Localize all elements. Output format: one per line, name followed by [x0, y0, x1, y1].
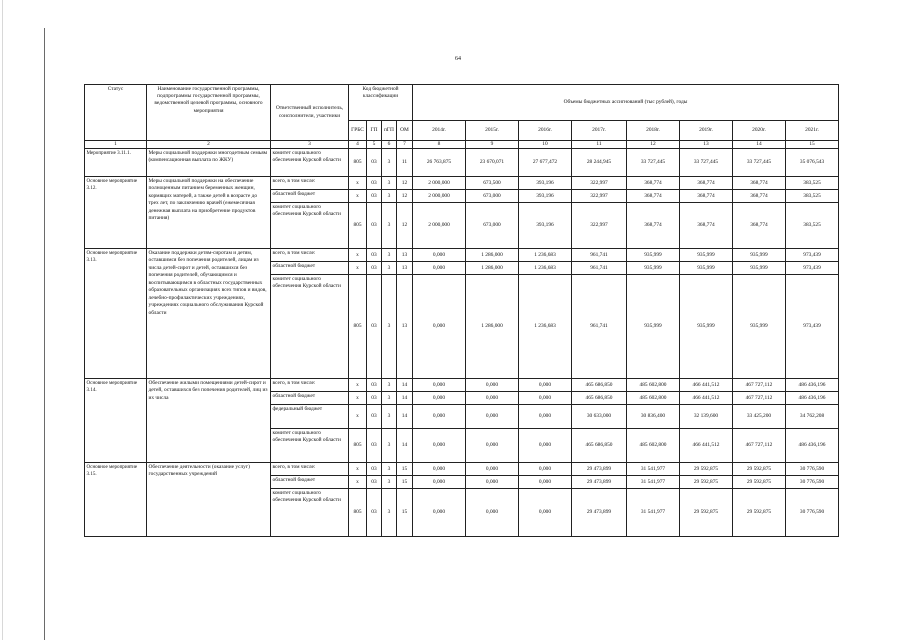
row-measure-name: Меры социальной поддержки многодетным семьям (компенсационная выплата по ЖКУ) — [147, 149, 271, 177]
budget-code-cell: 03 — [367, 177, 382, 190]
header-executor: Ответственный исполнитель, соисполнители, участники — [271, 85, 349, 141]
row-executor: областной бюджет — [271, 262, 349, 275]
allocation-value-cell: 935,999 — [627, 262, 680, 275]
row-measure-name: Меры социальной поддержки на обеспечение полноценным питанием беременных женщин, кормящих матерей, а также детей в возрасте до трех лет, по заключению врачей (ежемесячная денежная выплата на приобретение продуктов питания) — [147, 177, 271, 249]
page-edge-line — [44, 28, 45, 640]
budget-code-cell: 03 — [367, 249, 382, 262]
allocation-value-cell: 31 541,977 — [627, 489, 680, 537]
column-number: 6 — [382, 141, 397, 149]
header-om: ОМ — [397, 121, 413, 141]
allocation-value-cell: 2 000,000 — [413, 177, 466, 190]
allocation-value-cell: 33 727,445 — [627, 149, 680, 177]
header-year-2020: 2020г. — [733, 121, 786, 141]
row-executor: областной бюджет — [271, 476, 349, 489]
row-executor: областной бюджет — [271, 190, 349, 203]
allocation-value-cell: 973,439 — [786, 262, 839, 275]
budget-code-cell: 03 — [367, 392, 382, 405]
allocation-value-cell: 27 677,472 — [519, 149, 572, 177]
allocation-value-cell: 368,774 — [627, 190, 680, 203]
allocation-value-cell: 465 686,850 — [572, 379, 627, 392]
allocation-value-cell: 29 592,875 — [680, 489, 733, 537]
allocation-value-cell: 0,000 — [413, 476, 466, 489]
allocation-value-cell: 935,999 — [733, 249, 786, 262]
allocation-value-cell: 322,997 — [572, 203, 627, 249]
column-number: 12 — [627, 141, 680, 149]
allocation-value-cell: 28 244,945 — [572, 149, 627, 177]
allocation-value-cell: 0,000 — [466, 379, 519, 392]
allocation-value-cell: 29 592,875 — [733, 489, 786, 537]
allocation-value-cell: 467 727,112 — [733, 392, 786, 405]
allocation-value-cell: 466 441,512 — [680, 379, 733, 392]
column-number: 5 — [367, 141, 382, 149]
budget-code-cell: x — [349, 249, 367, 262]
header-budget-volume: Объемы бюджетных ассигнований (тыс рублей), годы — [413, 85, 839, 121]
budget-code-cell: 3 — [382, 429, 397, 463]
column-number: 8 — [413, 141, 466, 149]
allocation-value-cell: 30 776,590 — [786, 463, 839, 476]
budget-code-cell: 13 — [397, 262, 413, 275]
header-gp: ГП — [367, 121, 382, 141]
column-number: 14 — [733, 141, 786, 149]
budget-table-container — [84, 84, 838, 537]
scan-shadow-line — [2, 0, 3, 640]
row-measure-name: Обеспечение жилыми помещениями детей-сирот и детей, оставшихся без попечения родителей, лиц из их числа — [147, 379, 271, 463]
column-number: 15 — [786, 141, 839, 149]
allocation-value-cell: 393,196 — [519, 190, 572, 203]
header-year-2015: 2015г. — [466, 121, 519, 141]
allocation-value-cell: 30 776,590 — [786, 476, 839, 489]
budget-code-cell: 3 — [382, 249, 397, 262]
header-year-2018: 2018г. — [627, 121, 680, 141]
allocation-value-cell: 467 727,112 — [733, 379, 786, 392]
budget-code-cell: 3 — [382, 489, 397, 537]
header-year-2014: 2014г. — [413, 121, 466, 141]
header-year-2019: 2019г. — [680, 121, 733, 141]
allocation-value-cell: 30 836,400 — [627, 405, 680, 429]
allocation-value-cell: 30 776,590 — [786, 489, 839, 537]
row-status: Мероприятие 3.11.1. — [85, 149, 147, 177]
row-executor: федеральный бюджет — [271, 405, 349, 429]
header-pgp: пГП — [382, 121, 397, 141]
allocation-value-cell: 0,000 — [466, 405, 519, 429]
allocation-value-cell: 1 236,683 — [519, 249, 572, 262]
header-budget-code: Код бюджетной классификации — [349, 85, 413, 121]
allocation-value-cell: 935,999 — [627, 275, 680, 379]
allocation-value-cell: 673,000 — [466, 203, 519, 249]
allocation-value-cell: 1 286,000 — [466, 275, 519, 379]
allocation-value-cell: 383,525 — [786, 203, 839, 249]
allocation-value-cell: 33 727,445 — [733, 149, 786, 177]
column-number: 7 — [397, 141, 413, 149]
budget-code-cell: 805 — [349, 489, 367, 537]
allocation-value-cell: 368,774 — [680, 177, 733, 190]
allocation-value-cell: 673,500 — [466, 177, 519, 190]
column-number: 1 — [85, 141, 147, 149]
row-executor: областной бюджет — [271, 392, 349, 405]
budget-code-cell: 3 — [382, 262, 397, 275]
budget-code-cell: 3 — [382, 177, 397, 190]
allocation-value-cell: 32 139,600 — [680, 405, 733, 429]
budget-code-cell: 805 — [349, 149, 367, 177]
allocation-value-cell: 935,999 — [680, 249, 733, 262]
budget-code-cell: 12 — [397, 190, 413, 203]
allocation-value-cell: 0,000 — [413, 429, 466, 463]
allocation-value-cell: 29 592,875 — [733, 463, 786, 476]
budget-code-cell: 805 — [349, 275, 367, 379]
allocation-value-cell: 322,997 — [572, 190, 627, 203]
budget-allocation-table — [84, 84, 839, 537]
allocation-value-cell: 1 286,000 — [466, 262, 519, 275]
budget-code-cell: 14 — [397, 379, 413, 392]
row-executor: всего, в том числе: — [271, 463, 349, 476]
budget-code-cell: 03 — [367, 405, 382, 429]
allocation-value-cell: 0,000 — [413, 249, 466, 262]
column-number: 13 — [680, 141, 733, 149]
allocation-value-cell: 0,000 — [519, 379, 572, 392]
allocation-value-cell: 0,000 — [466, 476, 519, 489]
row-executor: комитет социального обеспечения Курской области — [271, 429, 349, 463]
allocation-value-cell: 486 436,196 — [786, 429, 839, 463]
allocation-value-cell: 0,000 — [519, 392, 572, 405]
table-row — [85, 149, 839, 177]
allocation-value-cell: 465 686,850 — [572, 429, 627, 463]
allocation-value-cell: 33 727,445 — [680, 149, 733, 177]
budget-code-cell: 3 — [382, 203, 397, 249]
allocation-value-cell: 0,000 — [519, 429, 572, 463]
allocation-value-cell: 485 602,800 — [627, 392, 680, 405]
allocation-value-cell: 486 436,196 — [786, 392, 839, 405]
budget-code-cell: 3 — [382, 476, 397, 489]
allocation-value-cell: 29 473,899 — [572, 463, 627, 476]
row-measure-name: Оказание поддержки детям-сиротам и детям, оставшимся без попечения родителей, лицам из числа детей-сирот и детей, оставшихся без попечения родителей, обучающимся и воспитывающимся в областных государственных образовательных организациях всех типов и видов, лечебно-профилактических учреждениях, учреждениях социального обслуживания Курской области — [147, 249, 271, 379]
budget-code-cell: 12 — [397, 177, 413, 190]
budget-code-cell: 12 — [397, 203, 413, 249]
allocation-value-cell: 2 000,000 — [413, 190, 466, 203]
row-executor: комитет социального обеспечения Курской области — [271, 149, 349, 177]
allocation-value-cell: 30 633,000 — [572, 405, 627, 429]
allocation-value-cell: 1 286,000 — [466, 249, 519, 262]
allocation-value-cell: 961,741 — [572, 262, 627, 275]
budget-code-cell: x — [349, 190, 367, 203]
allocation-value-cell: 0,000 — [466, 392, 519, 405]
allocation-value-cell: 935,999 — [680, 262, 733, 275]
budget-code-cell: 3 — [382, 405, 397, 429]
row-executor: комитет социального обеспечения Курской области — [271, 275, 349, 379]
allocation-value-cell: 368,774 — [627, 177, 680, 190]
budget-code-cell: 03 — [367, 262, 382, 275]
budget-code-cell: 3 — [382, 149, 397, 177]
row-executor: всего, в том числе: — [271, 177, 349, 190]
budget-code-cell: 14 — [397, 405, 413, 429]
row-executor: комитет социального обеспечения Курской области — [271, 489, 349, 537]
allocation-value-cell: 0,000 — [413, 489, 466, 537]
allocation-value-cell: 23 670,071 — [466, 149, 519, 177]
allocation-value-cell: 935,999 — [680, 275, 733, 379]
budget-code-cell: 03 — [367, 463, 382, 476]
budget-code-cell: x — [349, 405, 367, 429]
budget-code-cell: 3 — [382, 463, 397, 476]
allocation-value-cell: 0,000 — [413, 463, 466, 476]
allocation-value-cell: 368,774 — [733, 177, 786, 190]
table-row — [85, 177, 839, 190]
budget-code-cell: 03 — [367, 190, 382, 203]
budget-code-cell: 03 — [367, 149, 382, 177]
allocation-value-cell: 368,774 — [733, 190, 786, 203]
allocation-value-cell: 0,000 — [413, 405, 466, 429]
row-measure-name: Обеспечение деятельности (оказание услуг) государственных учреждений — [147, 463, 271, 537]
allocation-value-cell: 935,999 — [733, 262, 786, 275]
allocation-value-cell: 368,774 — [680, 203, 733, 249]
budget-code-cell: x — [349, 379, 367, 392]
budget-code-cell: 3 — [382, 379, 397, 392]
table-body — [85, 149, 839, 537]
allocation-value-cell: 31 541,977 — [627, 476, 680, 489]
allocation-value-cell: 0,000 — [413, 392, 466, 405]
allocation-value-cell: 0,000 — [466, 429, 519, 463]
column-number: 9 — [466, 141, 519, 149]
budget-code-cell: 03 — [367, 489, 382, 537]
allocation-value-cell: 0,000 — [413, 275, 466, 379]
allocation-value-cell: 29 592,875 — [733, 476, 786, 489]
allocation-value-cell: 383,525 — [786, 177, 839, 190]
allocation-value-cell: 26 763,875 — [413, 149, 466, 177]
budget-code-cell: 805 — [349, 203, 367, 249]
allocation-value-cell: 368,774 — [627, 203, 680, 249]
budget-code-cell: 3 — [382, 392, 397, 405]
allocation-value-cell: 486 436,196 — [786, 379, 839, 392]
allocation-value-cell: 368,774 — [680, 190, 733, 203]
allocation-value-cell: 485 602,800 — [627, 379, 680, 392]
allocation-value-cell: 393,196 — [519, 203, 572, 249]
table-row — [85, 249, 839, 262]
budget-code-cell: x — [349, 262, 367, 275]
budget-code-cell: x — [349, 463, 367, 476]
allocation-value-cell: 961,741 — [572, 249, 627, 262]
budget-code-cell: 03 — [367, 275, 382, 379]
budget-code-cell: 3 — [382, 275, 397, 379]
allocation-value-cell: 368,774 — [733, 203, 786, 249]
budget-code-cell: 13 — [397, 275, 413, 379]
row-status: Основное мероприятие 3.13. — [85, 249, 147, 379]
allocation-value-cell: 0,000 — [519, 476, 572, 489]
budget-code-cell: 14 — [397, 429, 413, 463]
allocation-value-cell: 0,000 — [519, 489, 572, 537]
allocation-value-cell: 973,439 — [786, 249, 839, 262]
budget-code-cell: 11 — [397, 149, 413, 177]
budget-code-cell: x — [349, 392, 367, 405]
budget-code-cell: 805 — [349, 429, 367, 463]
allocation-value-cell: 935,999 — [627, 249, 680, 262]
allocation-value-cell: 0,000 — [413, 379, 466, 392]
column-number: 2 — [147, 141, 271, 149]
budget-code-cell: 14 — [397, 392, 413, 405]
allocation-value-cell: 935,999 — [733, 275, 786, 379]
allocation-value-cell: 0,000 — [413, 262, 466, 275]
allocation-value-cell: 29 592,875 — [680, 476, 733, 489]
budget-code-cell: 03 — [367, 476, 382, 489]
allocation-value-cell: 466 441,512 — [680, 429, 733, 463]
page-number: 64 — [455, 56, 461, 62]
allocation-value-cell: 1 236,683 — [519, 262, 572, 275]
allocation-value-cell: 34 762,208 — [786, 405, 839, 429]
row-status: Основное мероприятие 3.12. — [85, 177, 147, 249]
row-executor: всего, в том числе: — [271, 379, 349, 392]
allocation-value-cell: 467 727,112 — [733, 429, 786, 463]
budget-code-cell: x — [349, 177, 367, 190]
allocation-value-cell: 2 000,000 — [413, 203, 466, 249]
allocation-value-cell: 961,741 — [572, 275, 627, 379]
allocation-value-cell: 485 602,800 — [627, 429, 680, 463]
allocation-value-cell: 1 236,683 — [519, 275, 572, 379]
allocation-value-cell: 973,439 — [786, 275, 839, 379]
column-number: 10 — [519, 141, 572, 149]
header-name: Наименование государственной программы, подпрограммы государственной программы, ведомственной целевой программы, основного мероприятия — [147, 85, 271, 141]
allocation-value-cell: 0,000 — [519, 405, 572, 429]
allocation-value-cell: 35 076,543 — [786, 149, 839, 177]
budget-code-cell: 3 — [382, 190, 397, 203]
header-year-2021: 2021г. — [786, 121, 839, 141]
header-status: Статус — [85, 85, 147, 141]
allocation-value-cell: 466 441,512 — [680, 392, 733, 405]
budget-code-cell: x — [349, 476, 367, 489]
row-status: Основное мероприятие 3.15. — [85, 463, 147, 537]
table-row — [85, 463, 839, 476]
header-year-2016: 2016г. — [519, 121, 572, 141]
header-year-2017: 2017г. — [572, 121, 627, 141]
column-number: 4 — [349, 141, 367, 149]
allocation-value-cell: 383,525 — [786, 190, 839, 203]
budget-code-cell: 03 — [367, 203, 382, 249]
allocation-value-cell: 29 592,875 — [680, 463, 733, 476]
budget-code-cell: 13 — [397, 249, 413, 262]
row-executor: всего, в том числе: — [271, 249, 349, 262]
budget-code-cell: 15 — [397, 463, 413, 476]
column-number-row — [85, 141, 839, 149]
allocation-value-cell: 0,000 — [466, 463, 519, 476]
budget-code-cell: 15 — [397, 489, 413, 537]
allocation-value-cell: 673,000 — [466, 190, 519, 203]
budget-code-cell: 15 — [397, 476, 413, 489]
row-executor: комитет социального обеспечения Курской области — [271, 203, 349, 249]
allocation-value-cell: 33 425,200 — [733, 405, 786, 429]
row-status: Основное мероприятие 3.14. — [85, 379, 147, 463]
column-number: 3 — [271, 141, 349, 149]
table-row — [85, 379, 839, 392]
allocation-value-cell: 465 686,850 — [572, 392, 627, 405]
allocation-value-cell: 0,000 — [466, 489, 519, 537]
budget-code-cell: 03 — [367, 429, 382, 463]
allocation-value-cell: 29 473,899 — [572, 489, 627, 537]
header-grbs: ГРБС — [349, 121, 367, 141]
allocation-value-cell: 322,997 — [572, 177, 627, 190]
budget-code-cell: 03 — [367, 379, 382, 392]
allocation-value-cell: 29 473,899 — [572, 476, 627, 489]
column-number: 11 — [572, 141, 627, 149]
allocation-value-cell: 0,000 — [519, 463, 572, 476]
allocation-value-cell: 393,196 — [519, 177, 572, 190]
allocation-value-cell: 31 541,977 — [627, 463, 680, 476]
